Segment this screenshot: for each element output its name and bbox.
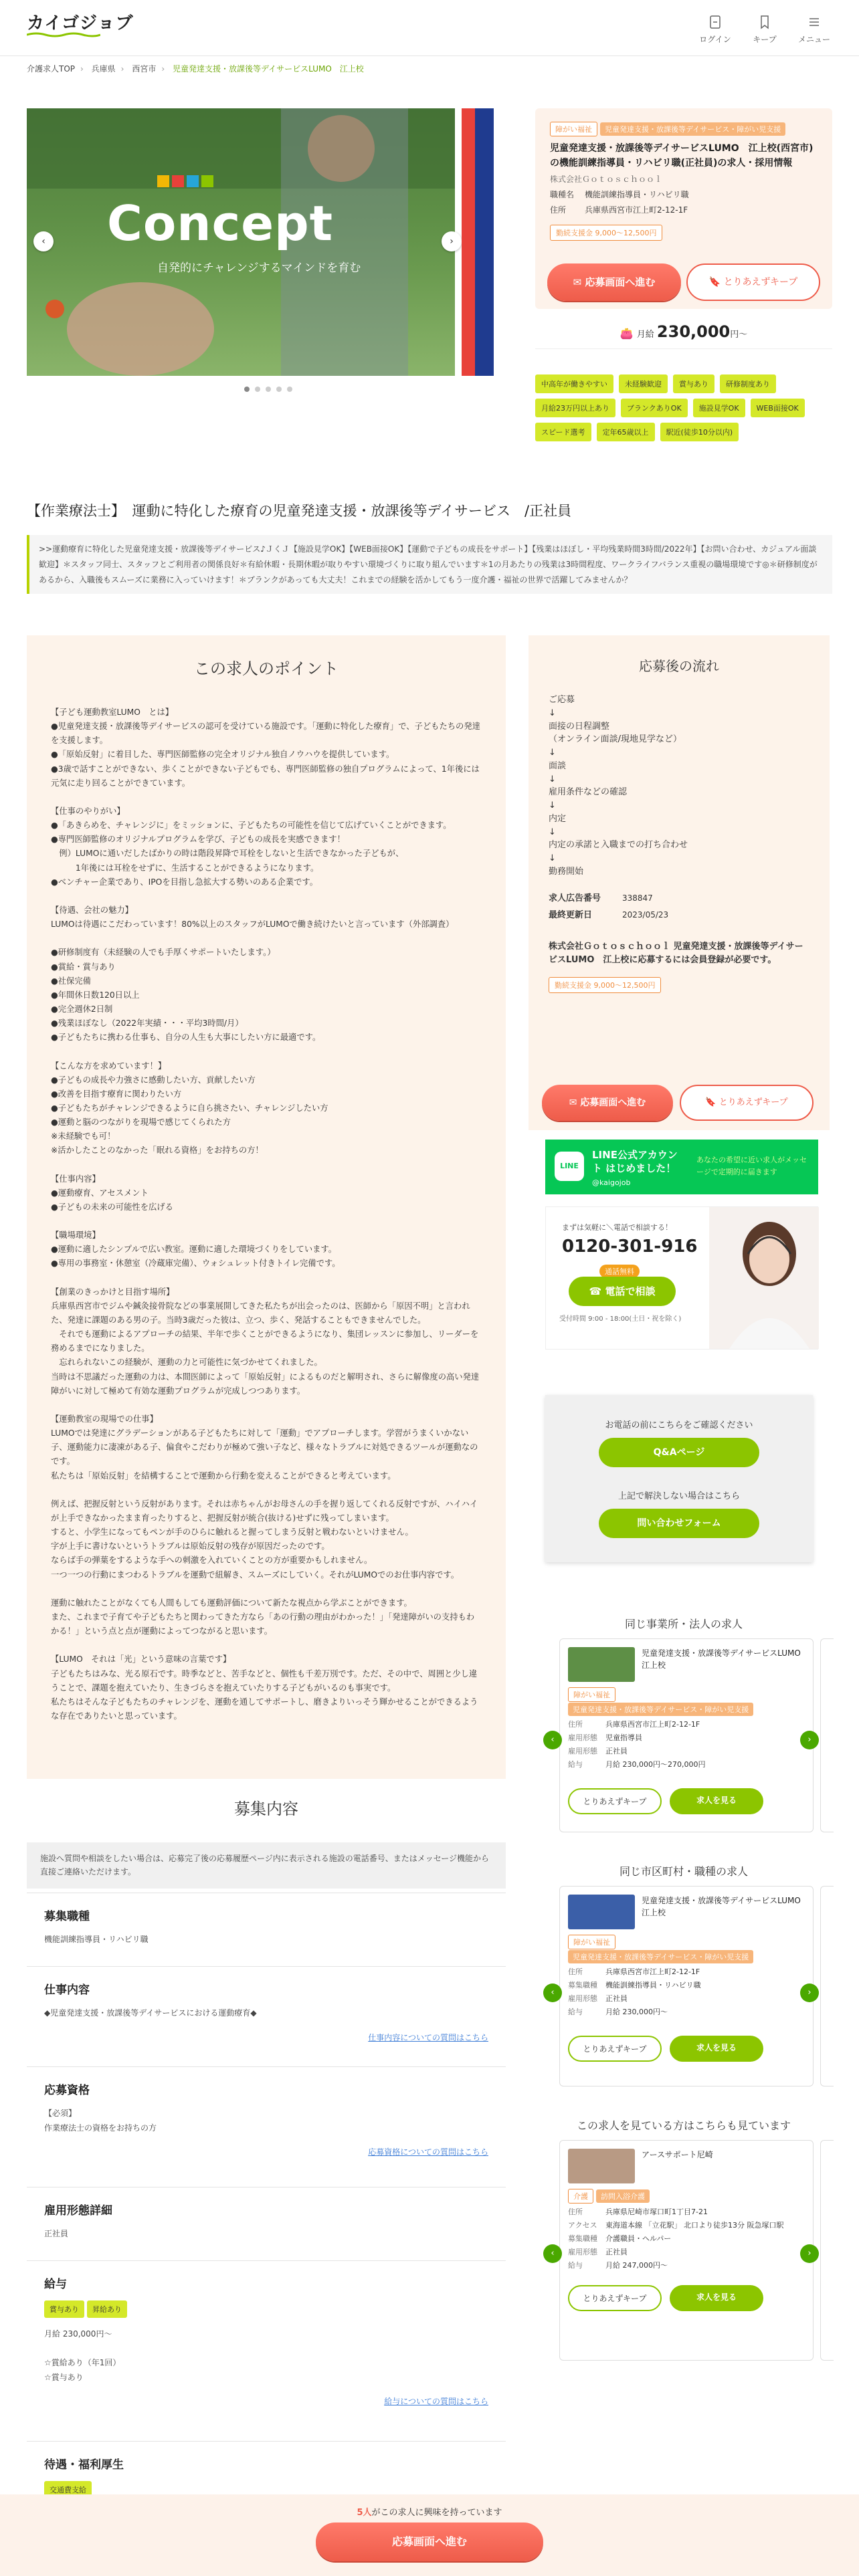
flow-steps: ご応募 ↓ 面接の日程調整 （オンライン面談/現地見学など） ↓ 面談 ↓ 雇用条件などの確認 ↓ 内定 ↓ 内定の承諾と入職までの打ち合わせ ↓ 勤務開始: [549, 695, 688, 877]
next-card-peek: [820, 2140, 834, 2361]
apply-icon: ✉: [569, 1097, 581, 1108]
slider-prev-button[interactable]: ‹: [33, 231, 54, 251]
carousel-next-button[interactable]: ›: [800, 1983, 819, 2002]
breadcrumb: 介護求人TOP › 兵庫県 › 西宮市 › 児童発達支援・放課後等デイサービスLUMO 江上校: [27, 64, 364, 74]
job-thumbnail: [568, 1895, 635, 1929]
info-row: 募集職種 機能訓練指導員・リハビリ職: [568, 1981, 701, 1990]
info-row: 雇用形態 正社員: [568, 1994, 628, 2003]
carousel-next-button[interactable]: ›: [800, 2244, 819, 2263]
slider-dot[interactable]: [287, 387, 292, 392]
section-text: ◆児童発達支援・放課後等デイサービスにおける運動療育◆: [44, 2008, 257, 2018]
info-row: 雇用形態 正社員: [568, 1747, 628, 1755]
operator-photo: [709, 1207, 819, 1349]
logo-wave-icon: [27, 32, 100, 37]
job-thumbnail: [568, 2149, 635, 2183]
bookmark-icon: 🔖: [705, 1097, 719, 1107]
carousel-prev-button[interactable]: ‹: [543, 1983, 562, 2002]
page-title: 【作業療法士】 運動に特化した療育の児童発達支援・放課後等デイサービス /正社員: [27, 503, 572, 519]
line-title: LINE公式アカウント はじめました！: [592, 1149, 678, 1174]
info-row: 募集職種 介護職員・ヘルパー: [568, 2234, 672, 2243]
pay-amount: 230,000: [656, 322, 731, 341]
carousel-heading: 同じ市区町村・職種の求人: [619, 1865, 748, 1878]
bookmark-icon: 🔖: [708, 277, 724, 288]
job-points-body: 【子ども運動教室LUMO とは】 ●児童発達支援・放課後等デイサービスの認可を受けている施設です。「運動に特化した療育」で、子どもたちの発達を支援します。 ●「原始反射」に着目した、専門医師監修の完全オリジナル独自ノウハウを提供しています。 ●3歳で話すことができない、歩くことができない子どもでも、専門医師監修の独自プログラムによって、1年後には元気に走り回ることができています。 【仕事のやりがい】 ●「あきらめを、チャレンジに」をミッションに、子どもたちの可能性を信じて広げていくことができます。 ●専門医師監修のオリジナルプログラムを学び、子どもの成長を実感できます！ 例）LUMOに通いだしたばかりの時は階段昇降で耳栓をしないと生活できなかった子どもが、 1年後には耳栓をせずに、生活することができるようになります。 ●ベンチャー企業であり、IPOを目指し急拡大する勢いのある企業です。 【待遇、会社の魅力】 LUMOは待遇にこだわっています！80%以上のスタッフがLUMOで働き続けたいと言っています（外部調査） ●研修制度有（未経験の人でも手厚くサポートいたします。） ●賞給・賞与あり ●社保完備 ●年間休日数120日以上 ●完全週休2日制 ●残業ほぼなし（2022年実績・・・平均3時間/月） ●子どもたちに携わる仕事も、自分の人生も大事にしたい方に最適です。 【こんな方を求めています！】 ●子どもの成長や力強さに感動したい方、貢献したい方 ●改善を目指す療育に関わりたい方 ●子どもたちがチャレンジできるように自ら挑さたい、チャレンジしたい方 ●運動と脳のつながりを現場で感じてくられた方 ※未経験でも可！ ※活かしたことのなかった「眠れる資格」をお持ちの方！ 【仕事内容】 ●運動療育、アセスメント ●子どもの未来の可能性を広げる 【職場環境】 ●運動に適したシンプルで広い教室。運動に適した環境づくりをしています。 ●専用の事務室・休憩室（冷蔵庫完備）、ウォシュレット付きトイレ完備です。 【創業のきっかけと目指す場所】 兵庫県西宮市でジムや鍼灸接骨院などの事業展開してきた私たちが出会ったのは、医師から「原因不明」と言われた、発達に課題のある男の子。当時3歳だった彼は、立つ、歩く、発話することもできませんでした。 それでも運動によるアプローチの結果、半年で歩くことができるようになり、集団レッスンに参加し、リーダーを務めるまでになりました。 忘れられないこの経験が、運動の力と可能性に気づかせてくれました。 当時は不思議だった運動の力は、本間医師によって「原始反射」によるものだと解明され、さらに解像度の高い発達障がいに対して極めて有効な運動プログラムが完成しつつあります。 【運動教室の現場での仕事】 LUMOでは発達にグラデーションがある子どもたちに対して「運動」でアプローチします。学習がうまくいかない子、運動能力に凄凍がある子、偏食やこだわりが極めて強い子など、様々なトラブルに対処できるツールが運動なのです。 私たちは「原始反射」を結構することで運動から行動を変えることができると考えています。 例えば、把握反射という反射があります。それは赤ちゃんがお母さんの手を握り返してくれる反射ですが、ハイハイが上手できなかったまま育ったりすると、把握反射が統合(抜ける)せずに残ってしまいます。 すると、小学生になってもペンが手のひらに触れると握ってしまう反射と戦わないといけません。 字が上手に書けないというトラブルは原始反射の残存が原因だったのです。 ならば手の弾葉をするような手への刺激を入れていくことの方が重要かもしれません。 一つ一つの行動にまつわるトラブルを運動で紐解き、スムーズにしていく。それがLUMOでのお仕事内容です。 運動に触れたことがなくても人間もしても運動評価について新たな視点から学ぶことができます。 また、これまで子育てや子どもたちと関わってきた方なら「あの行動の理由がわかった！」「発達障がいの支持もわかる！」という点と点が運動によってつながると思います。 【LUMO それは「光」という意味の言葉です】 子どもたちはみな、光る原石です。時季などと、苦手などと、個性も千差万別です。ただ、その中で、周囲と少し違うことで、課題を抱えていたり、生きづらさを抱えていたりする子どもがいるのも事実です。 私たちはそんな子どもたちのチャレンジを、運動を通してサポートし、磨きよりいっそう輝かせることができるような存在でありたいと思っています。: [51, 708, 480, 1721]
service-tag: 児童発達支援・放課後等デイサービス・障がい児支援: [600, 122, 785, 136]
contact-lead: 上記で解決しない場合はこちら: [617, 1491, 740, 1501]
section-heading: 募集職種: [44, 1910, 90, 1923]
qa-page-button[interactable]: Q&Aページ: [599, 1438, 759, 1467]
section-heading: 応募資格: [44, 2084, 90, 2097]
company-name: 株式会社Ｇｏｔｏｓｃｈｏｏｌ: [550, 175, 663, 185]
question-link[interactable]: 給与についての質問はこちら: [384, 2397, 488, 2407]
feature-tag: 施設見学OK: [693, 399, 745, 417]
login-icon: [708, 15, 722, 29]
slider-dot[interactable]: [266, 387, 271, 392]
slider-dots: [244, 387, 292, 392]
pay-suffix: 円〜: [730, 330, 748, 340]
apply-button[interactable]: ✉ 応募画面へ進む: [542, 1085, 673, 1121]
next-card-peek: [820, 1886, 834, 2086]
keep-header-label: キープ: [753, 35, 777, 44]
keep-header-button[interactable]: [741, 15, 788, 45]
feature-tag: 中高年が働きやすい: [535, 374, 613, 393]
section-heading: 仕事内容: [44, 1983, 90, 1997]
next-slide-peek: [462, 108, 508, 376]
section-heading: 待遇・福利厚生: [44, 2458, 124, 2472]
photo-slider[interactable]: [27, 108, 508, 376]
section-job-content: [27, 1966, 506, 2060]
tel-consult-button[interactable]: ☎ 電話で相談: [569, 1277, 676, 1306]
interest-count: [0, 2505, 859, 2518]
phone-consult-banner[interactable]: [545, 1206, 818, 1350]
ad-number-row: 求人広告番号 338847: [549, 893, 653, 903]
info-row: 給与 月給 230,000円〜: [568, 2008, 668, 2016]
job-thumbnail: [568, 1647, 635, 1682]
category-tag: 介護: [568, 2189, 593, 2204]
related-job-card[interactable]: [559, 1886, 814, 2086]
salary-tag: 賞与あり: [44, 2300, 84, 2318]
line-logo-icon: LINE: [555, 1152, 584, 1181]
toll-free-badge: 通話無料: [599, 1265, 640, 1278]
info-row: アクセス 東海道本線 「立花駅」 北口より徒歩13分 阪急塚口駅: [568, 2221, 784, 2230]
next-card-peek: [820, 1638, 834, 1832]
slide-headline: Concept: [107, 195, 334, 251]
feature-tags: [535, 374, 832, 441]
breadcrumb-current: 児童発達支援・放課後等デイサービスLUMO 江上校: [172, 64, 364, 74]
info-row: 住所 兵庫県尼崎市塚口町1丁目7-21: [568, 2208, 708, 2216]
bonus-chip: 勤続支援金 9,000〜12,500円: [549, 977, 661, 993]
feature-tag: 駅近(徒歩10分以内): [660, 423, 739, 441]
related-job-title: アースサポート尼崎: [642, 2150, 713, 2159]
job-points-heading: この求人のポイント: [194, 659, 339, 678]
keep-button[interactable]: とりあえずキープ: [568, 2285, 662, 2311]
carousel-heading: この求人を見ている方はこちらも見ています: [576, 2119, 791, 2132]
section-text: 月給 230,000円〜 ☆賞給あり（年1回） ☆賞与あり: [44, 2329, 121, 2382]
bonus-chip: 勤続支援金 9,000〜12,500円: [550, 225, 662, 241]
section-text: 正社員: [44, 2229, 69, 2238]
menu-button[interactable]: [791, 15, 838, 45]
line-desc: あなたの希望に近い求人がメッセージで定期的に届きます: [696, 1156, 807, 1176]
question-link[interactable]: 応募資格についての質問はこちら: [368, 2147, 488, 2157]
carousel-prev-button[interactable]: ‹: [543, 2244, 562, 2263]
related-job-title: 児童発達支援・放課後等デイサービスLUMO 江上校: [642, 1648, 809, 1670]
related-job-card[interactable]: [559, 1638, 814, 1832]
slider-next-button[interactable]: ›: [442, 231, 462, 251]
pay-summary: [535, 322, 832, 349]
info-row: 給与 月給 230,000円〜270,000円: [568, 1760, 706, 1769]
wallet-icon: 👛: [619, 327, 637, 340]
slide-subline: 自発的にチャレンジするマインドを育む: [157, 261, 361, 275]
phone-icon: ☎: [589, 1285, 605, 1297]
recruitment-heading: 募集内容: [234, 1800, 298, 1818]
slider-dot[interactable]: [244, 387, 250, 392]
recruitment-notice: 施設へ質問や相談をしたい場合は、応募完了後の応募履歴ページ内に表示される施設の電話番号、またはメッセージ機能から直接ご連絡いただけます。: [27, 1842, 506, 1889]
faq-lead: お電話の前にこちらをご確認ください: [605, 1420, 753, 1430]
interest-number: 5人: [357, 2508, 372, 2518]
info-row: 雇用形態 正社員: [568, 2248, 628, 2256]
tel-hours: 受付時間 9:00 - 18:00(土日・祝を除く): [559, 1315, 682, 1323]
updated-row: 最終更新日 2023/05/23: [549, 909, 669, 920]
section-text: 機能訓練指導員・リハビリ職: [44, 1935, 149, 1944]
sticky-apply-bar: [0, 2494, 859, 2576]
carousel-heading: 同じ事業所・法人の求人: [624, 1618, 743, 1630]
benefit-tag: 交通費支給: [44, 2481, 92, 2498]
keep-button[interactable]: 🔖 とりあえずキープ: [686, 263, 820, 301]
site-header: [0, 0, 859, 56]
line-id: @kaigojob: [592, 1178, 631, 1187]
question-link[interactable]: 仕事内容についての質問はこちら: [368, 2032, 488, 2042]
related-job-title: 児童発達支援・放課後等デイサービスLUMO 江上校: [642, 1896, 809, 1917]
feature-tag: WEB面接OK: [751, 399, 805, 417]
job-points-section: [27, 635, 506, 1779]
slide-image: [27, 108, 455, 376]
apply-icon: ✉: [573, 276, 585, 288]
breadcrumb-top[interactable]: 介護求人TOP: [27, 64, 76, 74]
feature-tag: 未経験歓迎: [619, 374, 668, 393]
login-label: ログイン: [699, 35, 731, 44]
apply-button[interactable]: ✉ 応募画面へ進む: [547, 263, 681, 301]
carousel-prev-button[interactable]: ‹: [543, 1731, 562, 1749]
lumo-brand-logo: [157, 175, 213, 187]
breadcrumb-city[interactable]: 西宮市: [132, 64, 157, 74]
feature-tag: 定年65歳以上: [597, 423, 655, 441]
service-tag: 児童発達支援・放課後等デイサービス・障がい児支援: [568, 1950, 753, 1963]
intro-text: >>運動療育に特化した児童発達支援・放課後等デイサービス♪ＪくＪ【施設見学OK】【WEB面接OK】【運動で子どもの成長をサポート】【残業はほぼし・平均残業時間3時間/2022年】【お問い合わせ、カジュアル面談歓迎】＊スタッフ同士、スタッフとご利用者の関係良好＊有給休暇・長期休暇が取りやすい環境づくりに取り組んでいます＊1の月あたりの残業は3時間程度、ワークライフバランス重視の職場環境です◎＊研修制度があるから、入職後もスムーズに業務に入っていけます！＊ブランクがあっても大丈夫！これまでの経験を活かしてもう一度介護・福祉の世界で活躍してみませんか？: [27, 535, 832, 594]
menu-icon: [807, 15, 821, 29]
section-heading: 給与: [44, 2278, 67, 2291]
slider-dot[interactable]: [255, 387, 260, 392]
keep-button[interactable]: とりあえずキープ: [568, 1788, 662, 1814]
sticky-apply-button[interactable]: 応募画面へ進む: [316, 2523, 543, 2561]
pay-unit: 月給: [636, 330, 654, 340]
site-logo[interactable]: カイゴジョブ: [27, 13, 134, 33]
job-type-row: 職種名 機能訓練指導員・リハビリ職: [550, 190, 689, 200]
category-tag: 障がい福祉: [568, 1935, 615, 1949]
line-banner[interactable]: [545, 1140, 818, 1194]
view-job-button[interactable]: 求人を見る: [670, 2036, 763, 2062]
keep-button[interactable]: とりあえずキープ: [568, 2036, 662, 2062]
section-qualification: [27, 2066, 506, 2187]
faq-box: [545, 1395, 813, 1562]
tel-number[interactable]: 0120-301-916: [562, 1237, 698, 1257]
section-salary: [27, 2260, 506, 2441]
address-row: 住所 兵庫県西宮市江上町2-12-1F: [550, 205, 688, 215]
tel-lead: まずは気軽に＼電話で相談する！: [562, 1223, 672, 1232]
service-tag: 訪問入浴介護: [596, 2189, 650, 2203]
info-row: 住所 兵庫県西宮市江上町2-12-1F: [568, 1967, 700, 1976]
info-row: 給与 月給 247,000円〜: [568, 2261, 668, 2270]
view-job-button[interactable]: 求人を見る: [670, 1788, 763, 1814]
feature-tag: 月給23万円以上あり: [535, 399, 615, 417]
service-tag: 児童発達支援・放課後等デイサービス・障がい児支援: [568, 1703, 753, 1716]
register-note: 株式会社Ｇｏｔｏｓｃｈｏｏｌ 児童発達支援・放課後等デイサービスLUMO 江上校に応募するには会員登録が必要です。: [549, 941, 803, 966]
keep-button[interactable]: 🔖 とりあえずキープ: [680, 1085, 814, 1121]
section-text: 【必須】 作業療法士の資格をお持ちの方: [44, 2109, 157, 2133]
menu-label: メニュー: [797, 35, 830, 44]
job-title: 児童発達支援・放課後等デイサービスLUMO 江上校(西宮市)の機能訓練指導員・リハビリ職(正社員)の求人・採用情報: [550, 143, 814, 169]
application-flow: [529, 635, 830, 1130]
related-job-card[interactable]: [559, 2140, 814, 2361]
interest-text: がこの求人に興味を持っています: [371, 2508, 502, 2518]
view-job-button[interactable]: 求人を見る: [670, 2285, 763, 2311]
breadcrumb-pref[interactable]: 兵庫県: [91, 64, 116, 74]
flow-heading: 応募後の流れ: [639, 658, 719, 674]
category-tag: 障がい福祉: [550, 122, 597, 136]
feature-tag: スピード選考: [535, 423, 591, 441]
section-job-type: [27, 1893, 506, 1966]
info-row: 住所 兵庫県西宮市江上町2-12-1F: [568, 1720, 700, 1729]
job-summary-card: [535, 108, 832, 309]
category-tag: 障がい福祉: [568, 1687, 615, 1702]
carousel-next-button[interactable]: ›: [800, 1731, 819, 1749]
salary-tag: 昇給あり: [87, 2300, 127, 2318]
bookmark-icon: [758, 15, 771, 29]
slider-dot[interactable]: [276, 387, 282, 392]
feature-tag: 研修制度あり: [720, 374, 776, 393]
section-benefits: [27, 2441, 506, 2494]
info-row: 雇用形態 児童指導員: [568, 1733, 642, 1742]
contact-form-button[interactable]: 問い合わせフォーム: [599, 1509, 759, 1538]
section-heading: 雇用形態詳細: [44, 2204, 112, 2218]
feature-tag: 賞与あり: [673, 374, 714, 393]
feature-tag: ブランクありOK: [621, 399, 688, 417]
login-button[interactable]: [692, 15, 739, 45]
section-employment-type: [27, 2187, 506, 2260]
